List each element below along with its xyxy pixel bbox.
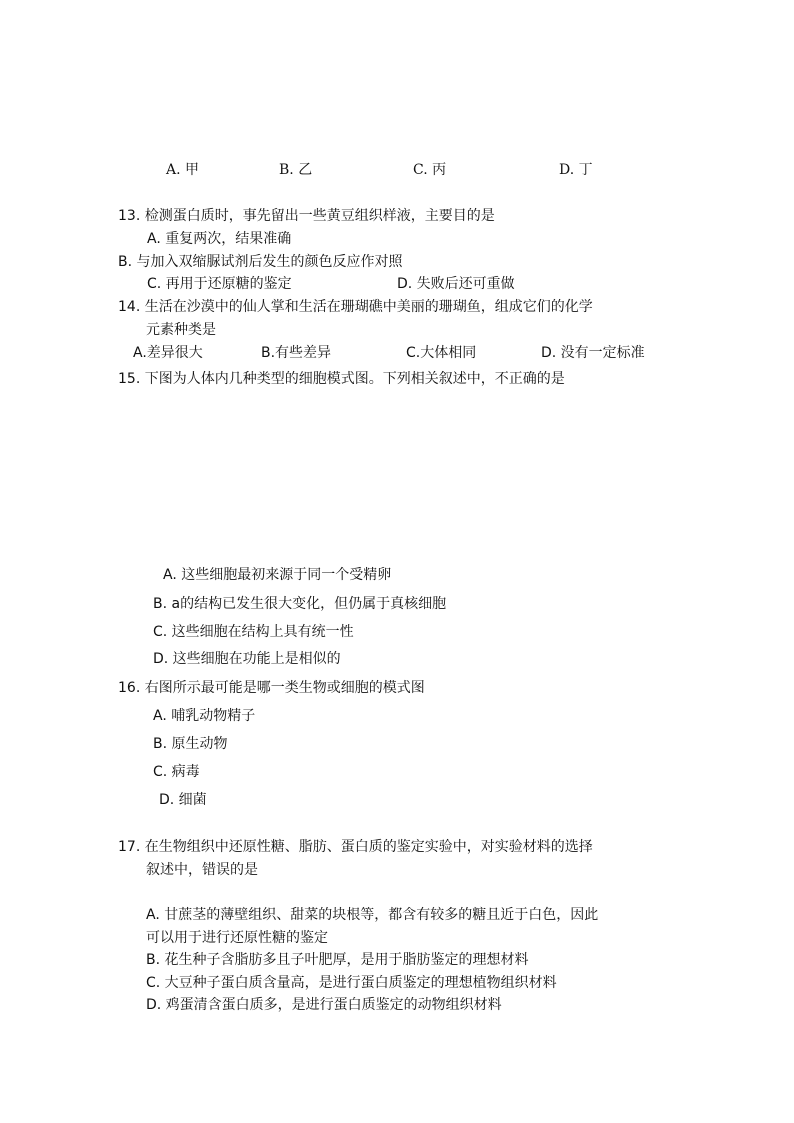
q14-stem-line2: 元素种类是: [146, 322, 216, 338]
q12-option-a: A. 甲: [166, 162, 200, 178]
q15-option-a: A. 这些细胞最初来源于同一个受精卵: [163, 567, 392, 583]
q16-option-d: D. 细菌: [159, 792, 207, 808]
q16-option-b: B. 原生动物: [153, 736, 228, 752]
q14-option-d: D. 没有一定标准: [541, 345, 645, 361]
q14-option-c: C.大体相同: [406, 345, 477, 361]
q17-option-a-line1: A. 甘蔗茎的薄壁组织、甜菜的块根等，都含有较多的糖且近于白色，因此: [146, 907, 599, 923]
q17-option-b: B. 花生种子含脂肪多且子叶肥厚，是用于脂肪鉴定的理想材料: [146, 952, 529, 968]
q17-option-a-line2: 可以用于进行还原性糖的鉴定: [146, 930, 328, 946]
q16-stem: 16. 右图所示最可能是哪一类生物或细胞的模式图: [118, 680, 425, 696]
q17-option-d: D. 鸡蛋清含蛋白质多，是进行蛋白质鉴定的动物组织材料: [146, 997, 502, 1013]
q17-stem-line2: 叙述中，错误的是: [146, 862, 258, 878]
q13-option-d: D. 失败后还可重做: [397, 276, 515, 292]
q15-option-b: B. a的结构已发生很大变化，但仍属于真核细胞: [153, 596, 447, 612]
q12-option-d: D. 丁: [559, 162, 593, 178]
q14-option-b: B.有些差异: [261, 345, 332, 361]
q12-option-c: C. 丙: [413, 162, 447, 178]
q12-option-b: B. 乙: [279, 162, 313, 178]
q14-option-a: A.差异很大: [133, 345, 203, 361]
q15-stem: 15. 下图为人体内几种类型的细胞模式图。下列相关叙述中，不正确的是: [118, 371, 565, 387]
q15-option-d: D. 这些细胞在功能上是相似的: [153, 651, 341, 667]
q13-stem: 13. 检测蛋白质时，事先留出一些黄豆组织样液，主要目的是: [118, 208, 495, 224]
q14-stem-line1: 14. 生活在沙漠中的仙人掌和生活在珊瑚礁中美丽的珊瑚鱼，组成它们的化学: [118, 299, 593, 315]
q13-option-c: C. 再用于还原糖的鉴定: [147, 276, 292, 292]
q17-stem-line1: 17. 在生物组织中还原性糖、脂肪、蛋白质的鉴定实验中，对实验材料的选择: [118, 839, 593, 855]
q17-option-c: C. 大豆种子蛋白质含量高，是进行蛋白质鉴定的理想植物组织材料: [146, 975, 557, 991]
q15-option-c: C. 这些细胞在结构上具有统一性: [153, 624, 354, 640]
q16-option-c: C. 病毒: [153, 764, 200, 780]
q13-option-b: B. 与加入双缩脲试剂后发生的颜色反应作对照: [118, 254, 403, 270]
q16-option-a: A. 哺乳动物精子: [153, 708, 256, 724]
q13-option-a: A. 重复两次，结果准确: [147, 231, 292, 247]
